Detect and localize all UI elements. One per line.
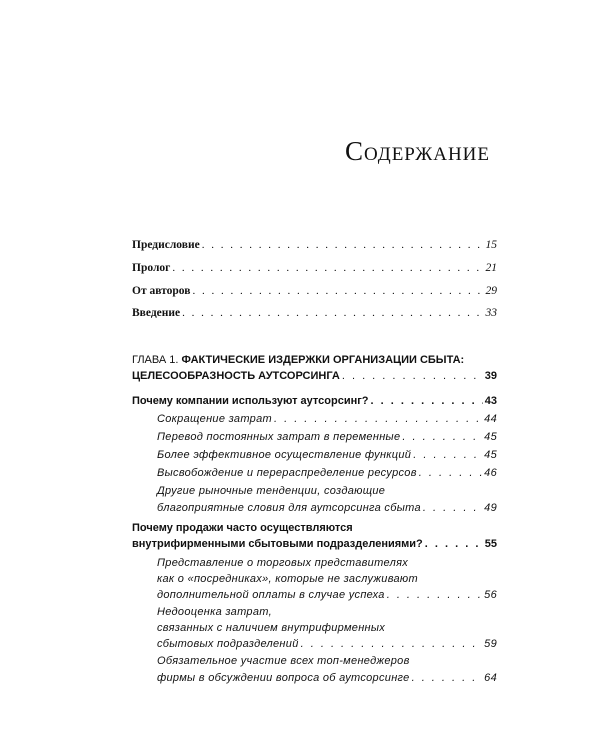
entry-label: Сокращение затрат — [157, 413, 272, 425]
leader-dots — [274, 412, 482, 426]
entry-page: 55 — [484, 538, 497, 550]
toc-entry-from-authors[interactable] — [132, 284, 497, 298]
entry-label-line2: фирмы в обсуждении вопроса об аутсорсинге — [157, 672, 410, 684]
leader-dots — [425, 537, 483, 551]
entry-label-line1: Недооценка затрат, — [157, 606, 272, 618]
entry-page: 33 — [485, 307, 497, 319]
entry-label: Более эффективное осуществление функций — [157, 449, 412, 461]
entry-page: 46 — [484, 467, 497, 479]
leader-dots — [423, 501, 482, 515]
entry-label-line1: Представление о торговых представителях — [157, 557, 409, 569]
toc-section-why-outsourcing[interactable] — [132, 394, 497, 408]
chapter-title-line1: ФАКТИЧЕСКИЕ ИЗДЕРЖКИ ОРГАНИЗАЦИИ СБЫТА: — [181, 354, 465, 366]
entry-page: 45 — [484, 431, 497, 443]
toc-item-market-trends[interactable] — [157, 484, 497, 515]
toc-item-resources[interactable] — [157, 466, 497, 480]
leader-dots — [192, 284, 483, 298]
leader-dots — [413, 448, 482, 462]
entry-page: 64 — [484, 672, 497, 684]
leader-dots — [202, 238, 484, 252]
entry-page: 44 — [484, 413, 497, 425]
leader-dots — [371, 394, 483, 408]
leader-dots — [301, 637, 483, 651]
leader-dots — [387, 588, 482, 602]
entry-label: Введение — [132, 307, 181, 319]
toc-item-fixed-to-variable[interactable] — [157, 430, 497, 444]
entry-label: Почему компании используют аутсорсинг? — [132, 395, 369, 407]
entry-page: 29 — [485, 285, 497, 297]
entry-page: 39 — [484, 370, 497, 382]
entry-label-line1: Обязательное участие всех топ-менеджеров — [157, 655, 410, 667]
entry-page: 56 — [484, 589, 497, 601]
entry-label: Перевод постоянных затрат в переменные — [157, 431, 401, 443]
toc-item-underestimated-costs[interactable] — [157, 605, 497, 651]
leader-dots — [342, 369, 483, 383]
toc-section-why-inhouse-sales[interactable] — [132, 521, 497, 551]
toc-item-intermediaries[interactable] — [157, 556, 497, 602]
entry-page: 49 — [484, 502, 497, 514]
entry-label-line1: Почему продажи часто осуществляются — [132, 522, 353, 534]
entry-label-line2: внутрифирменными сбытовыми подразделениями? — [132, 538, 423, 550]
leader-dots — [402, 430, 482, 444]
toc-entry-introduction[interactable] — [132, 306, 497, 320]
entry-page: 15 — [485, 239, 497, 251]
entry-label-line2: благоприятные словия для аутсорсинга сбыта — [157, 502, 421, 514]
entry-label: От авторов — [132, 285, 191, 297]
leader-dots — [412, 671, 483, 685]
entry-label: Высвобождение и перераспределение ресурсов — [157, 467, 417, 479]
toc-entry-prologue[interactable] — [132, 261, 497, 275]
chapter-title-line2: ЦЕЛЕСООБРАЗНОСТЬ АУТСОРСИНГА — [132, 370, 340, 382]
entry-label: Пролог — [132, 262, 171, 274]
toc-entry-preface[interactable] — [132, 238, 497, 252]
leader-dots — [172, 261, 483, 275]
toc-item-efficiency[interactable] — [157, 448, 497, 462]
entry-label-line1: Другие рыночные тенденции, создающие — [157, 485, 386, 497]
entry-label-line3: сбытовых подразделений — [157, 638, 299, 650]
leader-dots — [182, 306, 483, 320]
entry-page: 45 — [484, 449, 497, 461]
entry-label-line2: связанных с наличием внутрифирменных — [157, 622, 386, 634]
toc-chapter-1[interactable] — [132, 353, 497, 383]
page-title: Содержание — [344, 136, 490, 166]
toc-item-cost-reduction[interactable] — [157, 412, 497, 426]
entry-page: 59 — [484, 638, 497, 650]
entry-page: 21 — [485, 262, 497, 274]
chapter-prefix: ГЛАВА 1. — [132, 354, 179, 366]
leader-dots — [419, 466, 482, 480]
entry-label-line3: дополнительной оплаты в случае успеха — [157, 589, 385, 601]
entry-label-line2: как о «посредниках», которые не заслуживают — [157, 573, 418, 585]
entry-page: 43 — [484, 395, 497, 407]
toc-item-top-management[interactable] — [157, 654, 497, 685]
entry-label: Предисловие — [132, 239, 200, 251]
